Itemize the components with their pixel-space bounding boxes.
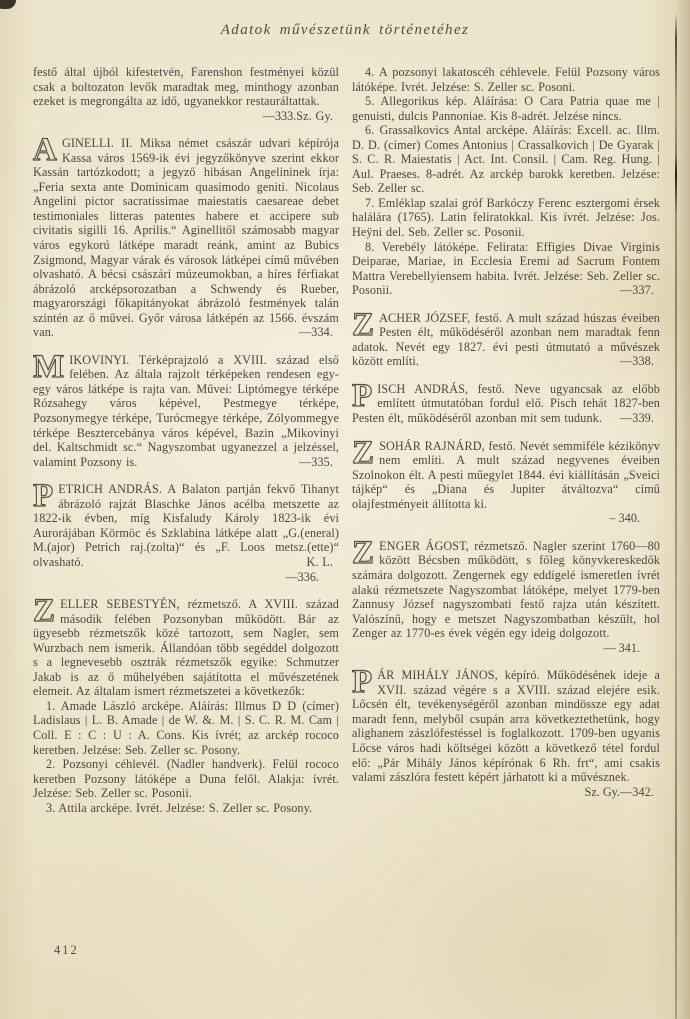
- catalog-item-text: 8. Verebély látóképe. Felirata: Effigies Divae Virginis Deiparae, Mariae, in Ecclesia Eremi ad Sacrum Fontem Mattra Verebellyiensem habita. Ivrét. Jelzése: Seb. Zeller sc. Posonii.: [352, 239, 660, 298]
- intro-ref-number: —333.: [262, 108, 297, 123]
- entry-text: GINELLI. II. Miksa német császár udvari képírója Kassa város 1569-ik évi jegyzőkönyve szerint ekkor Kassán tartózkodott; a jegyző hibásan Angelininek írja: „Feria sexta ante Dominicam quasimodo geniti. Nicolaus Angelini pictor sacratissimae maiestatis caesareae debet testimoniales litteras patentes habere et accipere sub civitatis sigilli 16. Aprilis.“ Aginellitől számosabb magyar város egykorú látképe maradt reánk, amint az Bubics Zsigmond, Magyar várak és városok látképei című művében olvasható. A bécsi császári múzeumokban, a híres férfiakat ábrázoló arcképsorozatban a Schwendy és Rueber, magyarországi főkapitányokat ábrázoló festmények talán szintén az ő művei. Győr városa látképén az 1566. évszám van.: [33, 136, 339, 340]
- entry-ref-number: —336.: [285, 569, 319, 584]
- entry-text: SOHÁR RAJNÁRD, festő. Nevét semmiféle kézikönyv nem említi. A mult század negyvenes éveiben Szolnokon élt. A pesti műegylet 1844. évi kiállításán „Sveici tájkép“ és „Diana és Jupiter átváltozva“ című olajfestményeit állította ki.: [352, 438, 660, 511]
- entry-zeller: [33, 593, 339, 815]
- entry-text: IKOVINYI. Térképrajzoló a XVIII. század első felében. Az általa rajzolt térképeken rendesen egy-egy város látképe is rajta van. Művei: Liptómegye térképe Rózsahegy város képével, Pestmegye térképe, Pozsonymegye térképe, Turócmegye térképe, Zólyommegye térképe Besztercebánya város képével, Bazin „Mikovinyi del. Kaltschmidt sc.“ Nagyszombat ugyanezzel a jelzéssel, valamint Pozsony is.: [33, 352, 339, 469]
- catalog-item-1: 1. Amade László arcképe. Aláírás: Illmus D D (címer) Ladislaus | L. B. Amade | de W. &. M. | S. C. R. M. Cam | Coll. E : C : U : A. Cons. Kis ívrét; az arckép rococo keretben. Jelzése: Seb. Zeller sc. Posony.: [33, 698, 339, 757]
- drop-cap-initial: P: [33, 478, 54, 515]
- entry-paragraph: [352, 434, 660, 512]
- entry-ref-number: —342.: [619, 784, 654, 799]
- entry-ref-number: — 341.: [603, 640, 640, 655]
- entry-ref-number: —338.: [619, 354, 654, 369]
- drop-cap-initial: Z: [33, 593, 56, 630]
- entry-ref-number: —339.: [619, 411, 654, 426]
- entry-text: ACHER JÓZSEF, festő. A mult század húszas éveiben Pesten élt, működéséről azonban nem maradtak fenn adatok. Nevét egy 1827. évi pesti útmutató a művészek között említi.: [352, 310, 660, 369]
- entry-text: ETRICH ANDRÁS. A Balaton partján fekvő Tihanyt ábrázoló rajzát Blaschke János acélba metszette az 1822-ik évben, míg Kisfaludy Károly 1823-ik évi Aurorájában Körmöc és Szklabina látképe alatt „G.(eneral) M.(ajor) Petrich raj.(zolta)“ és „F. Loos metsz.(ette)“ olvasható.: [33, 482, 339, 569]
- left-column: [33, 65, 339, 815]
- drop-cap-initial: P: [352, 664, 373, 701]
- entry-petrich: [33, 478, 339, 584]
- entry-text: ELLER SEBESTYÉN, rézmetsző. A XVIII. század második felében Pozsonyban működött. Bár az ügyesebb rézmetszők közé tartozott, sem Nagler, sem Wurzbach nem ismerik. Állandóan több segéddel dolgozott s a legnevesebb osztrák rézmetszők egyike: Schmutzer Jakab is az ő műhelyében sajátította el művészetének elemeit. Az általam ismert rézmetszetei a következők:: [33, 597, 339, 699]
- catalog-item-4: 4. A pozsonyi lakatoscéh céhlevele. Felül Pozsony város látóképe. Ivrét. Jelzése: S. Zeller sc. Posoni.: [352, 65, 660, 94]
- entry-paragraph: [33, 593, 339, 699]
- entry-signature: Sz. Gy.: [584, 784, 620, 799]
- entry-zacher: [352, 306, 660, 369]
- entry-ref-number: —334.: [298, 325, 333, 340]
- entry-paragraph: [352, 377, 660, 426]
- catalog-item-5: 5. Allegorikus kép. Aláírása: O Cara Patria quae me | genuisti, dulcis Pannoniae. Kis 8-adrét. Jelzése nincs.: [352, 94, 660, 123]
- entry-paragraph: [352, 306, 660, 369]
- catalog-item-7: 7. Emléklap szalai gróf Barkóczy Ferenc esztergomi érsek halálára (1765). Latin feliratokkal. Kis ívrét. Jelzése: Jos. Heÿni del. Seb. Zeller sc. Posonii.: [352, 195, 660, 240]
- catalog-item-2: 2. Pozsonyi céhlevél. (Nadler handverk). Felül rococo keretben Pozsony látóképe a Duna felől. Alakja: ívrét. Jelzése: Seb. Zeller sc. Posonii.: [33, 757, 339, 801]
- entry-zenger: [352, 534, 660, 655]
- running-head-title: Adatok művészetünk történetéhez: [220, 22, 470, 38]
- intro-signature: Sz. Gy.: [296, 108, 333, 123]
- entry-aginelli: [33, 132, 339, 340]
- entry-signature: K. L.: [306, 554, 333, 569]
- drop-cap-initial: Z: [352, 534, 375, 571]
- entry-ref-number: —337.: [619, 283, 654, 298]
- drop-cap-initial: Z: [352, 306, 375, 343]
- entry-ref-number: —335.: [298, 454, 333, 469]
- catalog-item-6: 6. Grassalkovics Antal arcképe. Aláírás: Excell. ac. Illm. D. D. (címer) Comes Antonius | Crassalkovich | De Gyarak | S. C. R. Maiestatis | Act. Int. Consil. | Cam. Reg. Hung. | Aul. Praeses. 8-adrét. Az arckép barokk keretben. Jelzése: Seb. Zeller sc.: [352, 123, 660, 196]
- right-column: [352, 65, 660, 815]
- entry-par: [352, 664, 660, 799]
- entry-text: ENGER ÁGOST, rézmetsző. Nagler szerint 1760—80 között Bécsben működött, s főleg könyvkereskedők számára dolgozott. Zengernek egy eddigelé ismeretlen ívrét alakú rézmetszete Nagyszombat látóképe, melyet 1779-ben Zannusy József nagyszombati festő rajza után készített. Valószínű, hogy e metszet Nagyszombatban készült, hol Zenger az 1770-es évek végén egy ideig dolgozott.: [352, 538, 660, 641]
- entry-pisch: [352, 377, 660, 426]
- drop-cap-initial: A: [33, 132, 57, 169]
- text-columns: [0, 65, 690, 815]
- page-edge-shadow: [675, 13, 677, 1019]
- page-edge-shading: [676, 0, 690, 1019]
- entry-paragraph: [33, 478, 339, 569]
- drop-cap-initial: P: [352, 377, 373, 414]
- entry-text: ÁR MIHÁLY JÁNOS, képíró. Működésének ideje a XVII. század végére s a XVIII. század elejére esik. Lőcsén élt, tevékenységéről azonban mindössze egy adat maradt fenn, melyből csupán arra következtethetünk, hogy alighanem zászlófestéssel is foglalkozott. 1709-ben ugyanis Lőcse város hadi költségei között a következő tétel fordul elő: „Pár Mihály János képírónak 6 Rh. frt“, ami csakis valami zászlóra festett képért járhatott ki a művésznek.: [352, 668, 660, 785]
- scan-corner-artifact: [0, 0, 16, 9]
- entry-zsohar: [352, 434, 660, 526]
- drop-cap-initial: Z: [352, 434, 375, 471]
- catalog-item-3: 3. Attila arcképe. Ivrét. Jelzése: S. Zeller sc. Posony.: [46, 800, 313, 815]
- intro-text: festő által újból kifestetvén, Farenshon festményei közül csak a boltozaton levők maradtak meg, minthogy azonban ezeket is megrongálta az idő, ugyanekkor restauráltattak.: [33, 65, 339, 109]
- entry-paragraph: [352, 534, 660, 641]
- drop-cap-initial: M: [33, 348, 65, 385]
- catalog-item-8: [352, 240, 660, 298]
- entry-text: ISCH ANDRÁS, festő. Neve ugyancsak az előbb említett útmutatóban fordul elő. Pisch tehát 1827-ben Pesten élt, működéséről azonban mit sem tudunk.: [352, 381, 660, 426]
- entry-paragraph: [33, 132, 339, 340]
- entry-ref-number: – 340.: [609, 511, 640, 526]
- page-number: 412: [54, 943, 79, 957]
- entry-mikovinyi: [33, 348, 339, 469]
- entry-paragraph: [33, 348, 339, 469]
